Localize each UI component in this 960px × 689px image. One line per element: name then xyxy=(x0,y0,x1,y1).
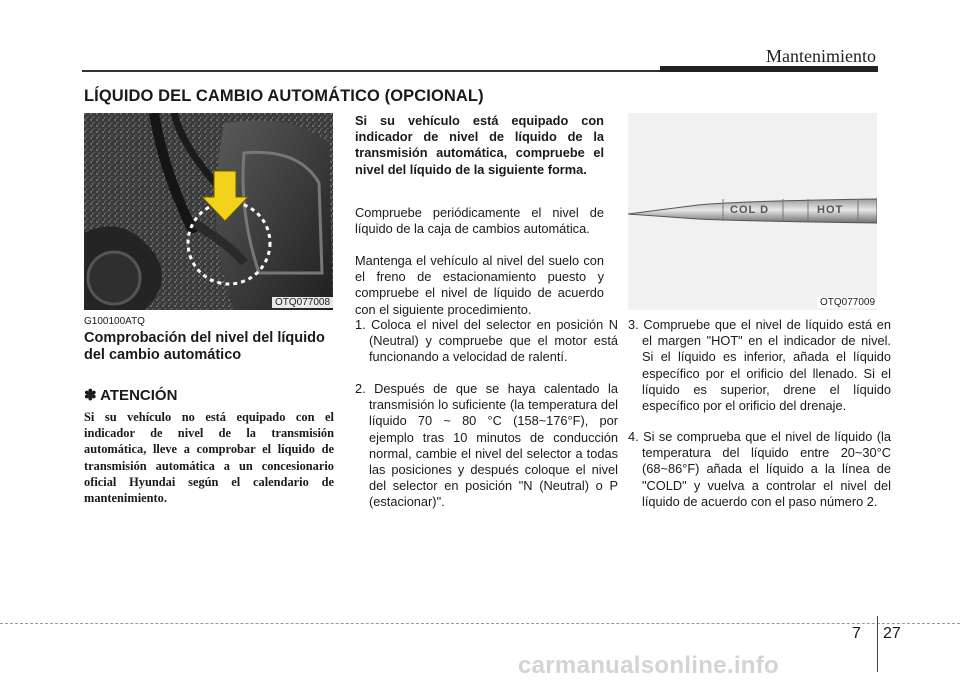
subsection-title: Comprobación del nivel del líquido del cambio automático xyxy=(84,330,325,363)
chapter-title: Mantenimiento xyxy=(766,46,876,66)
footer-divider xyxy=(877,616,878,672)
section-title: LÍQUIDO DEL CAMBIO AUTOMÁTICO (OPCIONAL) xyxy=(84,87,484,105)
intro-paragraph: Si su vehículo está equipado con indicador de nivel de líquido de la transmisión automática, compruebe el nivel del líquido de la siguiente forma. xyxy=(355,113,604,177)
warning-title: ✽ ATENCIÓN xyxy=(84,387,178,404)
footer-rule xyxy=(0,623,960,624)
page-number: 27 xyxy=(883,625,901,642)
step-1: 1. Coloca el nivel del selector en posición N (Neutral) y compruebe que el motor está funcionando a velocidad de ralentí. xyxy=(355,317,618,365)
paragraph-periodic-check: Compruebe periódicamente el nivel de líquido de la caja de cambios automática. xyxy=(355,205,604,237)
step-4: 4. Si se comprueba que el nivel de líquido (la temperatura del líquido entre 20~30°C (68~86°F) añada el líquido a la línea de "COLD" y vuelva a controlar el nivel del líquido de acuerdo con el paso número 2. xyxy=(628,429,891,509)
engine-bay-photo xyxy=(84,113,333,310)
dipstick-label-hot: HOT xyxy=(817,204,844,216)
paragraph-procedure: Mantenga el vehículo al nivel del suelo con el freno de estacionamiento puesto y compruebe el nivel de líquido de acuerdo con el siguiente procedimiento. xyxy=(355,253,604,317)
photo-caption-engine: OTQ077008 xyxy=(272,297,333,308)
watermark: carmanualsonline.info xyxy=(518,652,780,679)
chapter-number: 7 xyxy=(852,625,861,642)
section-code: G100100ATQ xyxy=(84,316,145,327)
header-bar xyxy=(660,66,878,72)
warning-text: Si su vehículo no está equipado con el indicador de nivel de la transmisión automática, lleve a comprobar el líquido de transmisión automática a un concesionario oficial Hyundai según el calendario de mantenimiento. xyxy=(84,410,334,506)
step-2: 2. Después de que se haya calentado la transmisión lo suficiente (la temperatura del líquido 70 ~ 80 °C (158~176°F), por ejemplo tras 10 minutos de conducción normal, cambie el nivel del selector a todas las posiciones y después coloque el nivel del selector en posición "N (Neutral) o P (estacionar)". xyxy=(355,381,618,510)
photo-caption-dipstick: OTQ077009 xyxy=(817,297,878,308)
step-3: 3. Compruebe que el nivel de líquido está en el margen "HOT" en el indicador de nivel. Si el líquido es inferior, añada el líquido específico por el orificio del llenado. Si el líquido es superior, drene el líquido específico por el orificio del drenaje. xyxy=(628,317,891,414)
dipstick-label-cold: COL D xyxy=(730,204,770,216)
